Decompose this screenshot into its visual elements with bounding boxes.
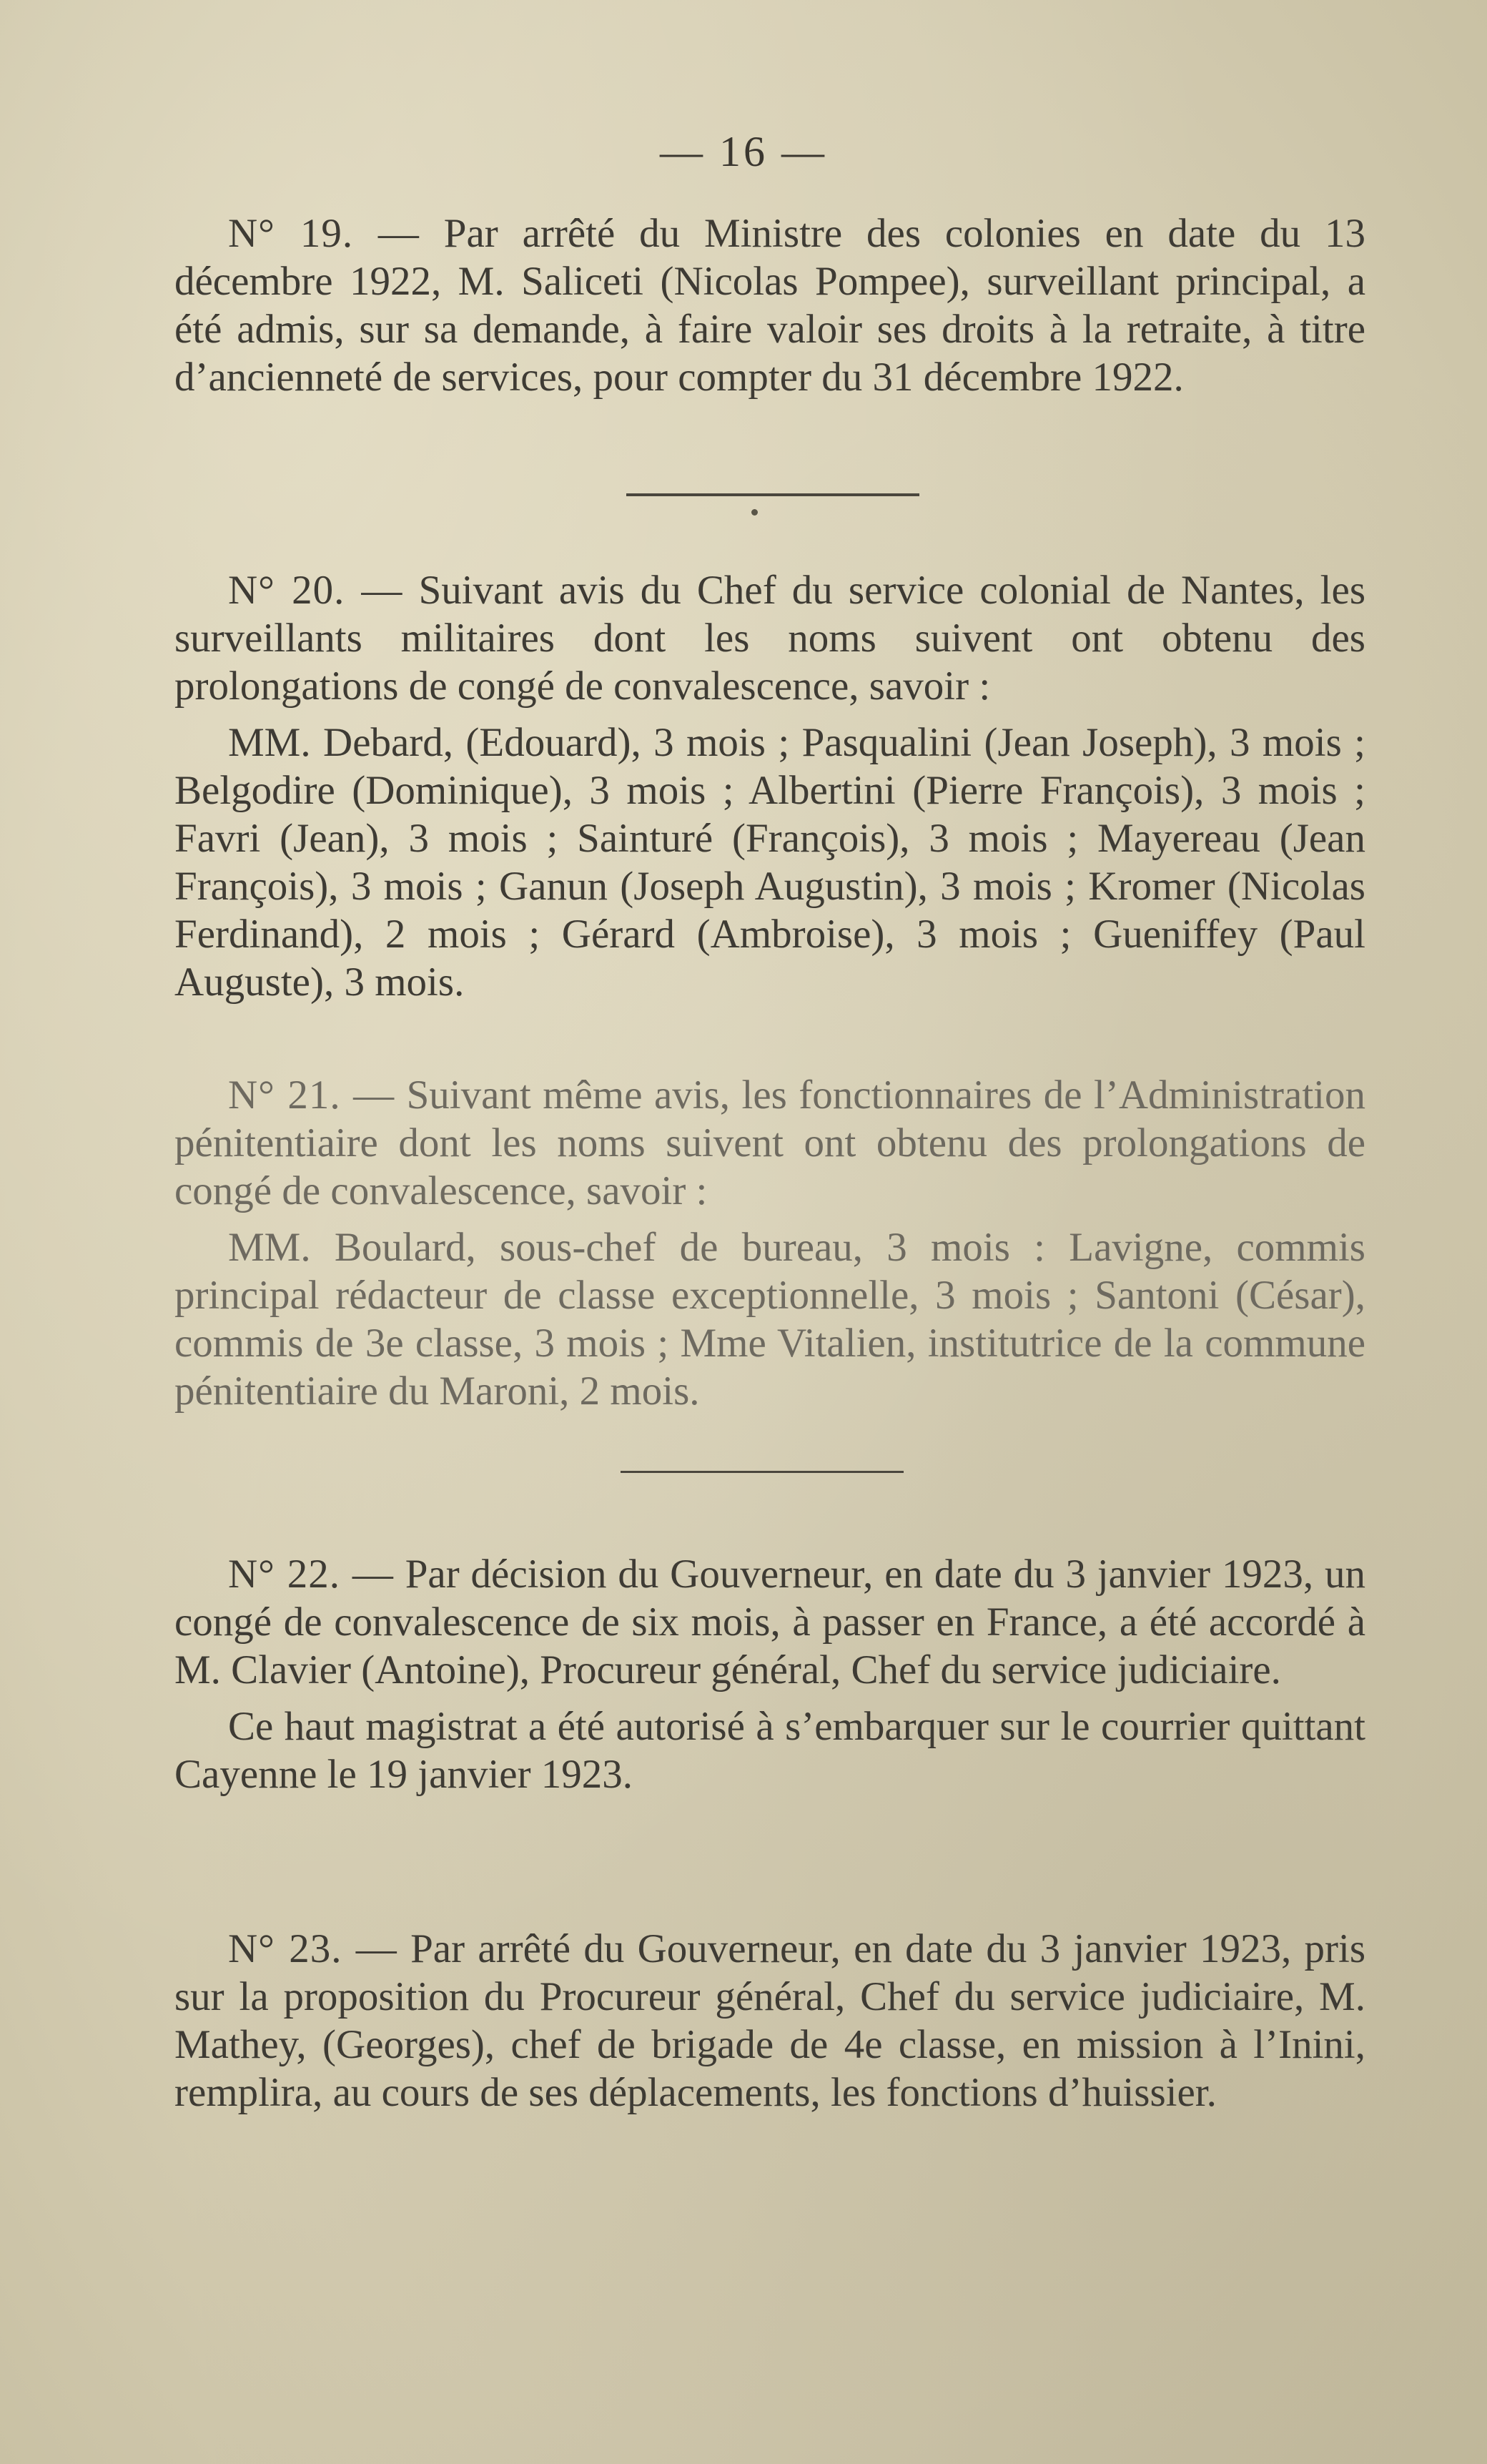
separator-dot (751, 509, 758, 516)
page-number: — 16 — (660, 128, 827, 175)
entry-23-text: Par arrêté du Gouverneur, en date du 3 janvier 1923, pris sur la proposition du Procureur général, Chef du service judiciaire, M. Mathey, (Georges), chef de brigade de 4e classe, en mission à l’Inini, remplira, au cours de ses déplacements, les fonctions d’huissier. (174, 1926, 1366, 2115)
entry-22-paragraph-2: Ce haut magistrat a été autorisé à s’embarquer sur le courrier quittant Cayenne le 19 janvier 1923. (174, 1704, 1365, 1797)
entry-20-paragraph-1 (174, 566, 1365, 710)
entry-22-number: N° 22. — (228, 1552, 394, 1597)
entry-19 (174, 210, 1365, 401)
entry-21-number: N° 21. — (228, 1073, 395, 1118)
entry-19-number: N° 19. — (228, 211, 420, 256)
entry-22-paragraph-1 (174, 1550, 1365, 1694)
entry-20-text: Suivant avis du Chef du service colonial de Nantes, les surveillants militaires dont les noms suivent ont obtenu des prolongations de congé de convalescence, savoir : (174, 568, 1366, 709)
entry-21-paragraph-2: MM. Boulard, sous-chef de bureau, 3 mois : Lavigne, commis principal rédacteur de classe exceptionnelle, 3 mois ; Santoni (César), commis de 3e classe, 3 mois ; Mme Vitalien, institutrice de la commune pénitentiaire du Maroni, 2 mois. (174, 1225, 1365, 1414)
entry-23-number: N° 23. — (228, 1926, 397, 1971)
entry-19-paragraph-1 (174, 210, 1365, 401)
entry-22-text: Par décision du Gouverneur, en date du 3 janvier 1923, un congé de convalescence de six mois, à passer en France, a été accordé à M. Clavier (Antoine), Procureur général, Chef du service judiciaire. (174, 1552, 1365, 1692)
separator-rule-2 (621, 1471, 904, 1473)
entry-22 (174, 1550, 1365, 1798)
entry-21-paragraph-1 (174, 1071, 1365, 1215)
entry-21 (174, 1071, 1365, 1415)
entry-20-paragraph-2: MM. Debard, (Edouard), 3 mois ; Pasqualini (Jean Joseph), 3 mois ; Belgodire (Dominique), 3 mois ; Albertini (Pierre François), 3 mois ; Favri (Jean), 3 mois ; Sainturé (François), 3 mois ; Mayereau (Jean François), 3 mois ; Ganun (Joseph Augustin), 3 mois ; Kromer (Nicolas Ferdinand), 2 mois ; Gérard (Ambroise), 3 mois ; Gueniffey (Paul Auguste), 3 mois. (174, 720, 1365, 1005)
entry-23-paragraph-1 (174, 1925, 1365, 2116)
entry-20 (174, 566, 1365, 1006)
entry-23 (174, 1925, 1365, 2116)
entry-19-text: Par arrêté du Ministre des colonies en date du 13 décembre 1922, M. Saliceti (Nicolas Pompee), surveillant principal, a été admis, sur sa demande, à faire valoir ses droits à la retraite, à titre d’ancienneté de services, pour compter du 31 décembre 1922. (174, 211, 1365, 400)
entry-20-number: N° 20. — (228, 568, 403, 613)
separator-rule-1 (626, 493, 919, 496)
entry-21-text: Suivant même avis, les fonctionnaires de l’Administration pénitentiaire dont les noms suivent ont obtenu des prolongations de congé de convalescence, savoir : (174, 1073, 1365, 1213)
